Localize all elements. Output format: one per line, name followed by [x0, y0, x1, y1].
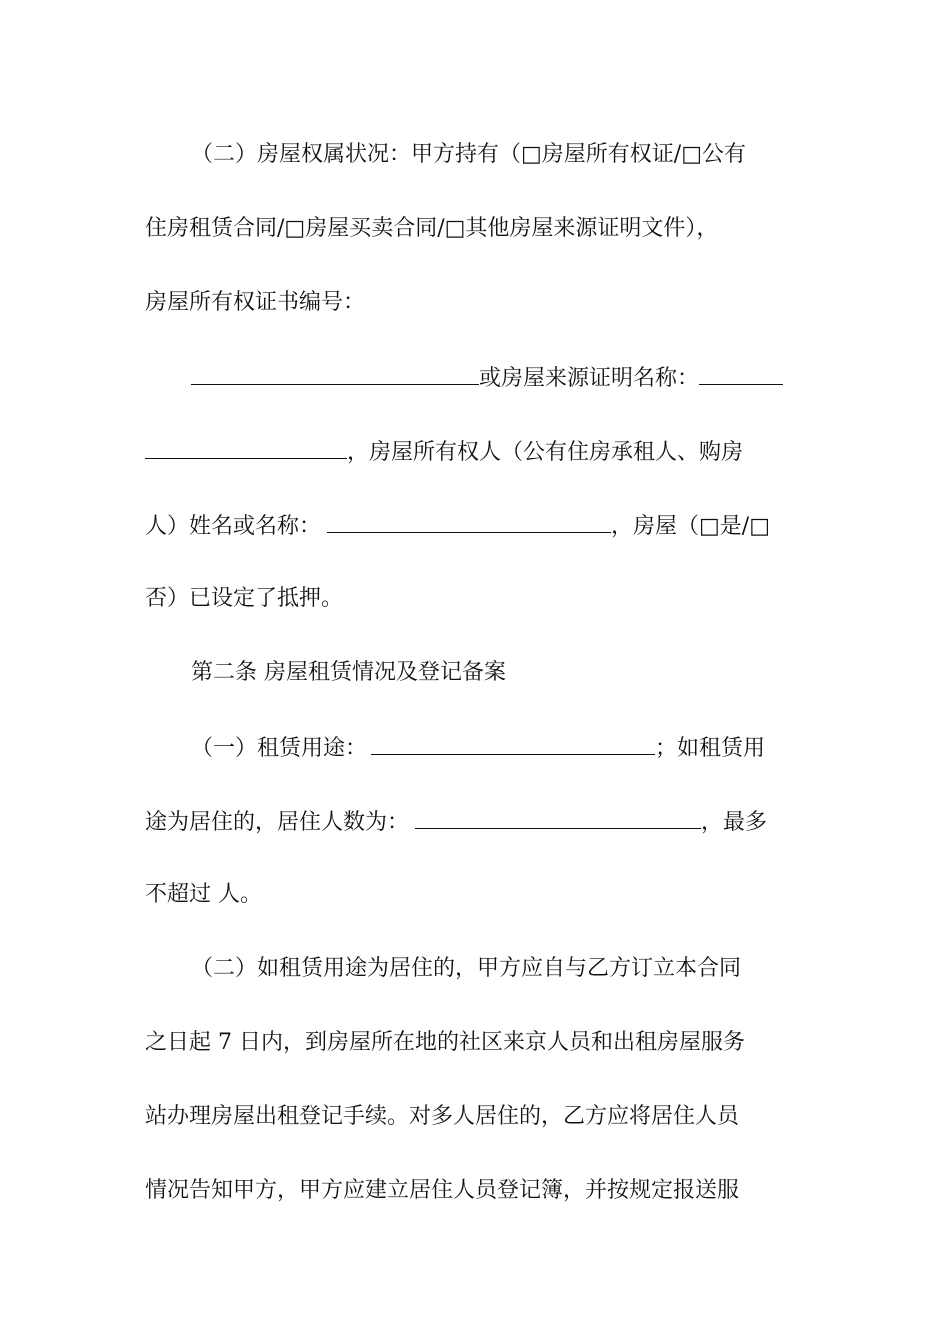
text-segment: 途为居住的，居住人数为： — [145, 810, 410, 835]
clause-2-ownership-line-3 — [145, 288, 805, 318]
clause-2-registration-line-2 — [145, 1028, 805, 1058]
article-2-heading — [145, 658, 805, 688]
clause-2-ownership-line-2 — [145, 214, 805, 244]
clause-2-registration-line-3 — [145, 1102, 805, 1132]
occupants-count-blank[interactable] — [415, 806, 701, 829]
occupants-line — [145, 806, 805, 836]
text-segment: ；如租赁用 — [655, 736, 766, 761]
text-segment: 不超过 人。 — [145, 882, 262, 907]
text-segment: （二）房屋权属状况：甲方持有（□房屋所有权证/□公有 — [191, 142, 746, 167]
text-segment: （二）如租赁用途为居住的，甲方应自与乙方订立本合同 — [191, 956, 742, 981]
rental-purpose-line — [145, 732, 805, 762]
text-segment: ，最多 — [701, 810, 768, 835]
owner-line — [145, 436, 805, 466]
clause-2-registration-line-1 — [145, 954, 805, 984]
text-segment: （一）租赁用途： — [191, 736, 368, 761]
clause-2-ownership-line-1 — [145, 140, 805, 170]
text-segment: 之日起 7 日内，到房屋所在地的社区来京人员和出租房屋服务 — [145, 1030, 745, 1055]
owner-name-line — [145, 510, 805, 540]
source-document-name-blank-continued[interactable] — [145, 436, 347, 459]
owner-name-blank[interactable] — [327, 510, 611, 533]
certificate-number-blank[interactable] — [191, 362, 479, 385]
certificate-source-line — [145, 362, 805, 392]
rental-purpose-blank[interactable] — [371, 732, 655, 755]
text-segment: 否）已设定了抵押。 — [145, 586, 344, 611]
text-segment: ，房屋（□是/□ — [611, 514, 771, 539]
text-segment: 第二条 房屋租赁情况及登记备案 — [191, 660, 506, 685]
mortgage-line — [145, 584, 805, 614]
max-occupants-line — [145, 880, 805, 910]
text-segment: 或房屋来源证明名称： — [479, 366, 700, 391]
text-segment: ，房屋所有权人（公有住房承租人、购房 — [347, 440, 744, 465]
clause-2-registration-line-4 — [145, 1176, 805, 1206]
source-document-name-blank[interactable] — [699, 362, 783, 385]
text-segment: 人）姓名或名称： — [145, 514, 322, 539]
text-segment: 站办理房屋出租登记手续。对多人居住的，乙方应将居住人员 — [145, 1104, 740, 1129]
text-segment: 住房租赁合同/□房屋买卖合同/□其他房屋来源证明文件）， — [145, 216, 719, 241]
text-segment: 房屋所有权证书编号： — [145, 290, 366, 315]
text-segment: 情况告知甲方，甲方应建立居住人员登记簿，并按规定报送服 — [145, 1178, 740, 1203]
